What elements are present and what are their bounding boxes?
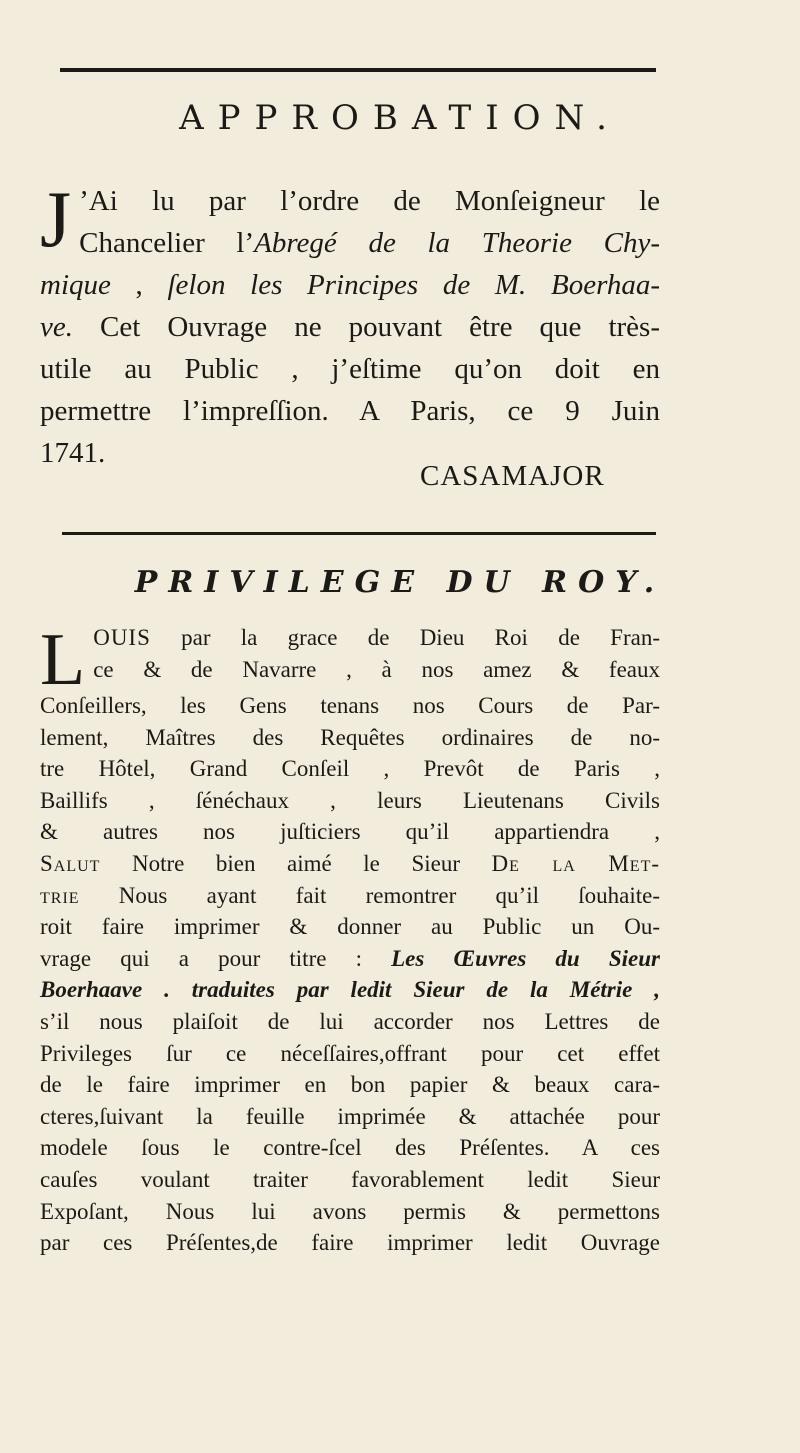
privilege-line-5: tre Hôtel, Grand Conſeil , Prevôt de Paris ,: [40, 756, 660, 782]
privilege-line-20: par ces Préſentes,de faire imprimer ledit Ouvrage: [40, 1230, 660, 1256]
approbation-heading: APPROBATION.: [179, 98, 621, 138]
privilege-line-9: trie Nous ayant fait remontrer qu’il ſouhaite-: [40, 882, 660, 908]
privilege-line-12: Boerhaave . traduites par ledit Sieur de la Métrie ,: [40, 977, 660, 1003]
signature: CASAMAJOR: [420, 460, 605, 492]
privilege-line-4: lement, Maîtres des Requêtes ordinaires de no-: [40, 724, 660, 750]
privilege-line-18: cauſes voulant traiter favorablement ledit Sieur: [40, 1166, 660, 1192]
privilege-line-6: Baillifs , ſénéchaux , leurs Lieutenans Civils: [40, 787, 660, 813]
approbation-line-6: permettre l’impreſſion. A Paris, ce 9 Juin: [40, 395, 660, 427]
approbation-line-5: utile au Public , j’eſtime qu’on doit en: [40, 353, 660, 385]
privilege-line-11: vrage qui a pour titre : Les Œuvres du Sieur: [40, 945, 661, 971]
privilege-line-13: s’il nous plaiſoit de lui accorder nos Lettres de: [40, 1008, 660, 1034]
privilege-line-7: & autres nos juſticiers qu’il appartiendra ,: [40, 819, 660, 845]
approbation-line-4: ve. Cet Ouvrage ne pouvant être que très-: [40, 311, 660, 343]
privilege-line-17: modele ſous le contre-ſcel des Préſentes. A ces: [40, 1135, 660, 1161]
approbation-line-3: mique , ſelon les Principes de M. Boerhaa-: [40, 269, 660, 301]
privilege-text: [40, 619, 661, 1259]
privilege-line-10: roit faire imprimer & donner au Public un Ou-: [40, 914, 660, 940]
privilege-line-8: Salut Notre bien aimé le Sieur De la Met-: [40, 850, 661, 876]
approbation-line-2: Chancelier l’Abregé de la Theorie Chy-: [79, 227, 660, 259]
approbation-line-1: ’Ai lu par l’ordre de Monſeigneur le: [79, 185, 660, 217]
book-title: Abregé de la Theorie Chy-: [254, 227, 660, 259]
approbation-line-7: 1741.: [40, 437, 106, 469]
privilege-line-14: Privileges ſur ce néceſſaires,offrant pour cet effet: [40, 1040, 660, 1066]
privilege-line-2: ce & de Navarre , à nos amez & feaux: [93, 656, 660, 682]
middle-rule: [62, 532, 656, 535]
privilege-heading: PRIVILEGE DU ROY.: [134, 565, 666, 600]
approbation-dropcap: J: [40, 176, 72, 264]
privilege-line-1: OUIS par la grace de Dieu Roi de Fran-: [93, 625, 660, 650]
privilege-line-3: Conſeillers, les Gens tenans nos Cours de Par-: [40, 693, 660, 718]
top-rule: [60, 68, 656, 72]
privilege-dropcap: L: [40, 619, 86, 701]
approbation-text: [40, 176, 660, 474]
privilege-line-19: Expoſant, Nous lui avons permis & permettons: [40, 1198, 660, 1224]
privilege-line-16: cteres,ſuivant la feuille imprimée & attachée pour: [40, 1103, 660, 1129]
privilege-line-15: de le faire imprimer en bon papier & beaux cara-: [40, 1072, 660, 1098]
